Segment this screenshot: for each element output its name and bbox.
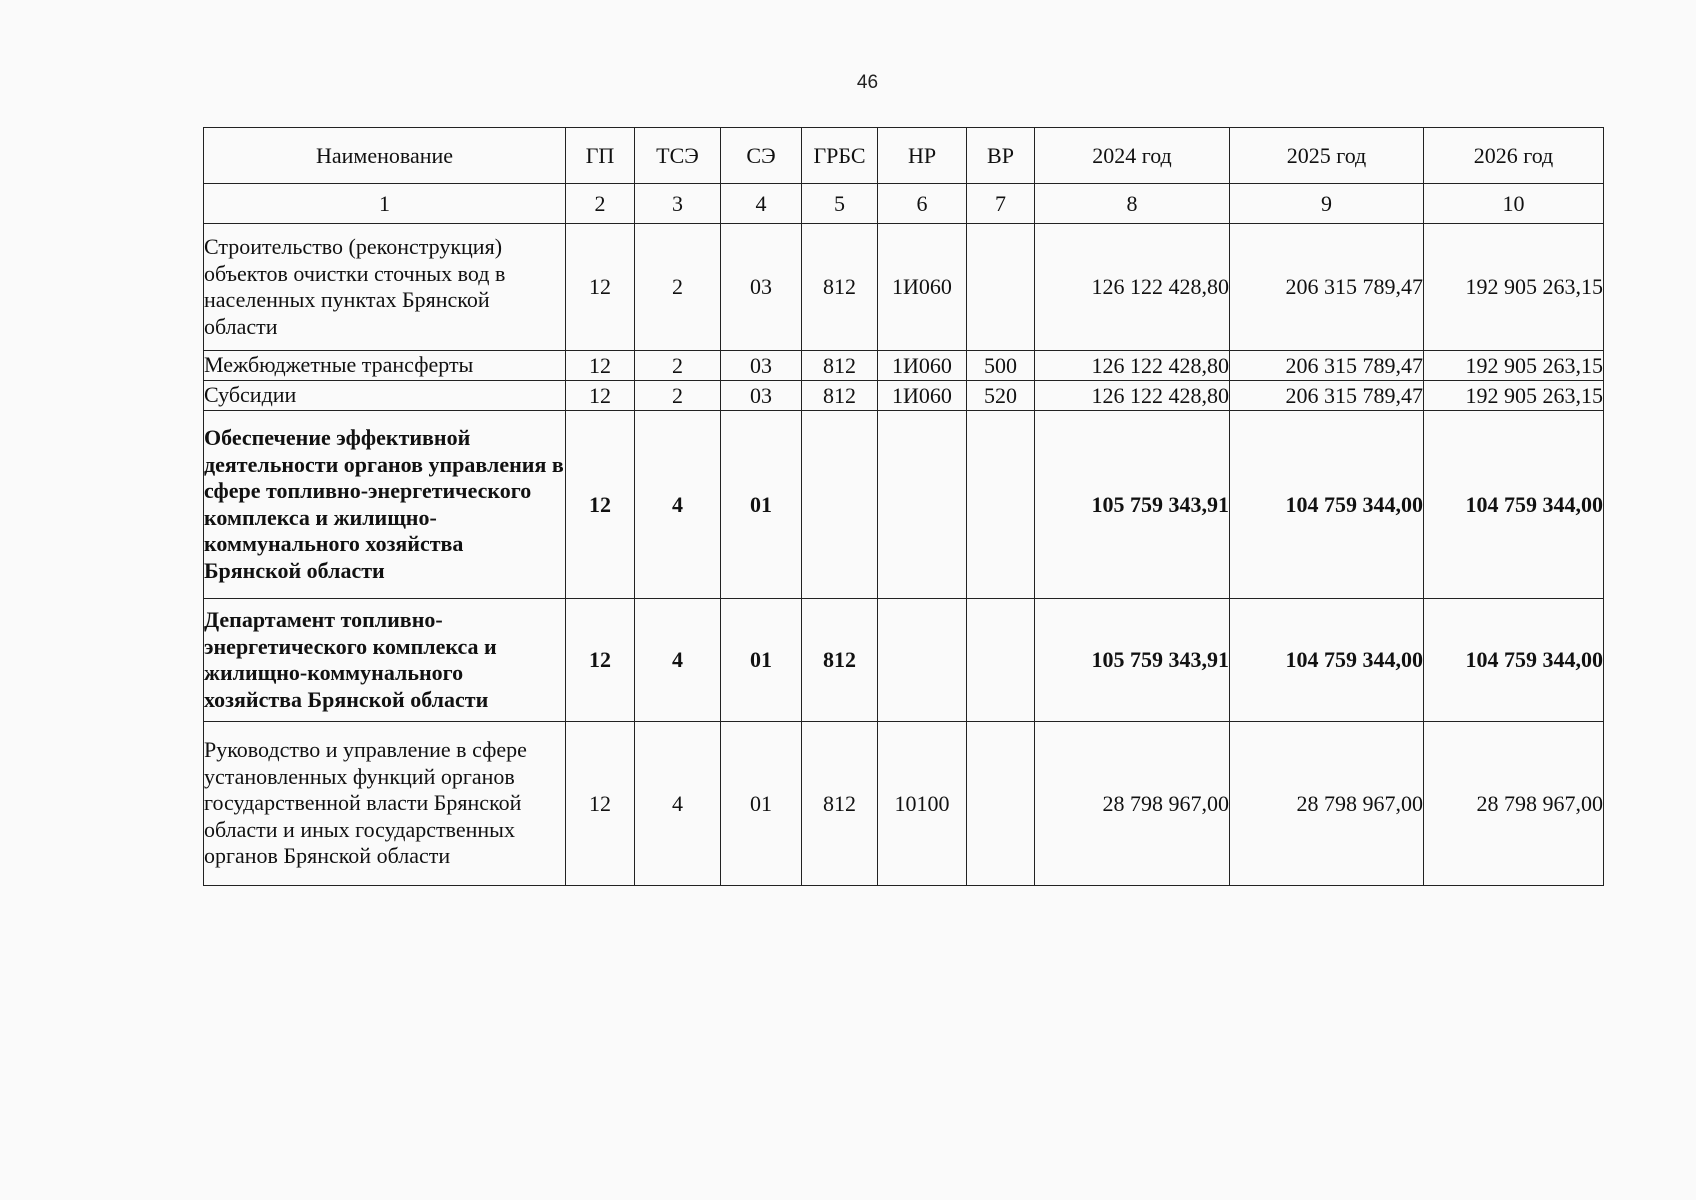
row-gp: 12 bbox=[566, 224, 635, 351]
row-name: Субсидии bbox=[204, 381, 566, 411]
table-row bbox=[204, 224, 1604, 351]
row-vr: 500 bbox=[967, 351, 1035, 381]
row-2025: 206 315 789,47 bbox=[1230, 351, 1424, 381]
row-2025: 104 759 344,00 bbox=[1230, 411, 1424, 599]
row-vr bbox=[967, 722, 1035, 886]
row-2024: 126 122 428,80 bbox=[1035, 351, 1230, 381]
row-nr bbox=[878, 411, 967, 599]
column-number: 10 bbox=[1424, 184, 1604, 224]
row-name: Руководство и управление в сфере установленных функций органов государственной власти Брянской области и иных государственных органов Брянской области bbox=[204, 722, 566, 886]
row-2025: 104 759 344,00 bbox=[1230, 599, 1424, 722]
row-grbs: 812 bbox=[802, 351, 878, 381]
column-number: 2 bbox=[566, 184, 635, 224]
row-tse: 2 bbox=[635, 224, 721, 351]
header-name: Наименование bbox=[204, 128, 566, 184]
column-number: 5 bbox=[802, 184, 878, 224]
row-tse: 4 bbox=[635, 411, 721, 599]
column-number: 6 bbox=[878, 184, 967, 224]
row-tse: 4 bbox=[635, 599, 721, 722]
row-gp: 12 bbox=[566, 381, 635, 411]
row-2024: 126 122 428,80 bbox=[1035, 381, 1230, 411]
row-se: 01 bbox=[721, 599, 802, 722]
row-gp: 12 bbox=[566, 411, 635, 599]
column-number: 8 bbox=[1035, 184, 1230, 224]
table-row bbox=[204, 411, 1604, 599]
row-name: Строительство (реконструкция) объектов очистки сточных вод в населенных пунктах Брянской области bbox=[204, 224, 566, 351]
row-grbs: 812 bbox=[802, 722, 878, 886]
header-row bbox=[204, 128, 1604, 184]
row-2026: 104 759 344,00 bbox=[1424, 599, 1604, 722]
header-grbs: ГРБС bbox=[802, 128, 878, 184]
row-vr bbox=[967, 224, 1035, 351]
column-number: 3 bbox=[635, 184, 721, 224]
header-se: СЭ bbox=[721, 128, 802, 184]
row-nr bbox=[878, 599, 967, 722]
row-2024: 105 759 343,91 bbox=[1035, 411, 1230, 599]
row-grbs: 812 bbox=[802, 224, 878, 351]
row-2026: 192 905 263,15 bbox=[1424, 224, 1604, 351]
row-2024: 105 759 343,91 bbox=[1035, 599, 1230, 722]
table-row bbox=[204, 351, 1604, 381]
header-tse: ТСЭ bbox=[635, 128, 721, 184]
row-se: 01 bbox=[721, 722, 802, 886]
row-se: 03 bbox=[721, 381, 802, 411]
row-2026: 192 905 263,15 bbox=[1424, 381, 1604, 411]
row-2026: 28 798 967,00 bbox=[1424, 722, 1604, 886]
row-2024: 28 798 967,00 bbox=[1035, 722, 1230, 886]
row-name: Межбюджетные трансферты bbox=[204, 351, 566, 381]
header-gp: ГП bbox=[566, 128, 635, 184]
row-2025: 206 315 789,47 bbox=[1230, 224, 1424, 351]
table-row bbox=[204, 722, 1604, 886]
row-name: Обеспечение эффективной деятельности органов управления в сфере топливно-энергетического комплекса и жилищно-коммунального хозяйства Брянской области bbox=[204, 411, 566, 599]
header-2025: 2025 год bbox=[1230, 128, 1424, 184]
row-gp: 12 bbox=[566, 351, 635, 381]
header-nr: НР bbox=[878, 128, 967, 184]
row-nr: 10100 bbox=[878, 722, 967, 886]
column-number: 7 bbox=[967, 184, 1035, 224]
row-nr: 1И060 bbox=[878, 351, 967, 381]
row-2025: 206 315 789,47 bbox=[1230, 381, 1424, 411]
row-tse: 4 bbox=[635, 722, 721, 886]
row-grbs: 812 bbox=[802, 381, 878, 411]
header-2024: 2024 год bbox=[1035, 128, 1230, 184]
column-number: 1 bbox=[204, 184, 566, 224]
row-vr bbox=[967, 599, 1035, 722]
page-number: 46 bbox=[856, 72, 879, 93]
row-vr bbox=[967, 411, 1035, 599]
row-grbs: 812 bbox=[802, 599, 878, 722]
column-number-row bbox=[204, 184, 1604, 224]
table-row bbox=[204, 381, 1604, 411]
budget-table bbox=[203, 127, 1604, 886]
row-2025: 28 798 967,00 bbox=[1230, 722, 1424, 886]
row-se: 03 bbox=[721, 224, 802, 351]
row-nr: 1И060 bbox=[878, 381, 967, 411]
row-nr: 1И060 bbox=[878, 224, 967, 351]
header-2026: 2026 год bbox=[1424, 128, 1604, 184]
row-vr: 520 bbox=[967, 381, 1035, 411]
column-number: 4 bbox=[721, 184, 802, 224]
row-2026: 192 905 263,15 bbox=[1424, 351, 1604, 381]
row-name: Департамент топливно-энергетического комплекса и жилищно-коммунального хозяйства Брянской области bbox=[204, 599, 566, 722]
column-number: 9 bbox=[1230, 184, 1424, 224]
header-vr: ВР bbox=[967, 128, 1035, 184]
row-grbs bbox=[802, 411, 878, 599]
row-se: 03 bbox=[721, 351, 802, 381]
row-se: 01 bbox=[721, 411, 802, 599]
row-tse: 2 bbox=[635, 351, 721, 381]
row-gp: 12 bbox=[566, 599, 635, 722]
row-2026: 104 759 344,00 bbox=[1424, 411, 1604, 599]
row-gp: 12 bbox=[566, 722, 635, 886]
row-tse: 2 bbox=[635, 381, 721, 411]
row-2024: 126 122 428,80 bbox=[1035, 224, 1230, 351]
table-row bbox=[204, 599, 1604, 722]
